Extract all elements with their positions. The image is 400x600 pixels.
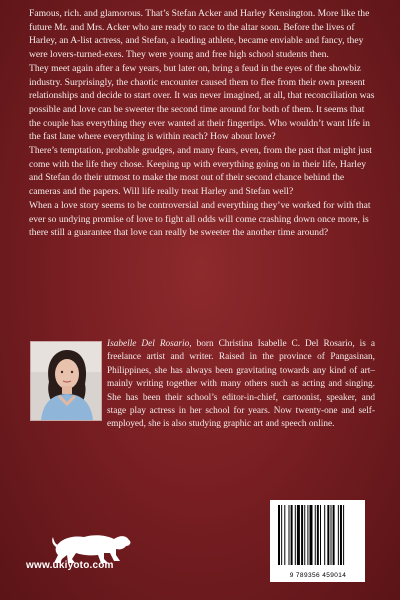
- author-bio-text: born Christina Isabelle C. Del Rosario, is a freelance artist and writer. Raised in the province of Pangasinan, Philippines, she has always been gravitating towards any kind of art–mainly writing together with many others such as acting and singing. She has been their school’s editor-in-chief, cartoonist, speaker, and stage play actress in her school for years. Now twenty-one and self-employed, she is also studying graphic art and speech online.: [107, 339, 375, 430]
- publisher-url[interactable]: www.ukiyoto.com: [26, 560, 114, 571]
- blurb-paragraph-3: There’s temptation, probable grudges, and many fears, even, from the past that might just come with the life they chose. Keeping up with everything going on in their life, Harley and Stefan do their utmost to make the most out of their second chance behind the cameras and the papers. Will life really treat Harley and Stefan well?: [29, 145, 372, 198]
- blurb: [29, 7, 375, 240]
- blurb-paragraph-1: Famous, rich. and glamorous. That’s Stefan Acker and Harley Kensington. More like the future Mr. and Mrs. Acker who are ready to race to the altar soon. Before the lives of Harley, an A-list actress, and Stefan, a leading athlete, became enviable and fancy, they were lovers-turned-exes. They were young and free high school students then.: [29, 8, 370, 61]
- barcode-bars: [276, 505, 360, 567]
- blurb-paragraph-4: When a love story seems to be controversial and everything they’ve worked for with that ever so undying promise of love to fight all odds will come crashing down once more, is there still a guarantee that love can really be sweeter the another time around?: [29, 199, 371, 239]
- author-photo: [30, 341, 102, 421]
- ukiyoto-tiger-logo: [50, 525, 134, 565]
- author-section: [30, 338, 375, 428]
- blurb-paragraph-2: They meet again after a few years, but later on, bring a feud in the eyes of the showbiz industry. Surprisingly, the chaotic encounter caused them to flee from their own present relationships and decide to start over. It was never imagined, at all, that reconciliation was possible and love can be sweeter the second time around for both of them. It seems that the couple has everything they ever wanted at their fingertips. Who wouldn’t want life in the fast lane where everything is within reach? How about love?: [29, 62, 375, 143]
- author-bio: [107, 338, 375, 432]
- barcode-number: 9 789356 459014: [289, 572, 347, 579]
- author-name: Isabelle Del Rosario,: [107, 339, 192, 349]
- isbn-barcode: [270, 500, 365, 582]
